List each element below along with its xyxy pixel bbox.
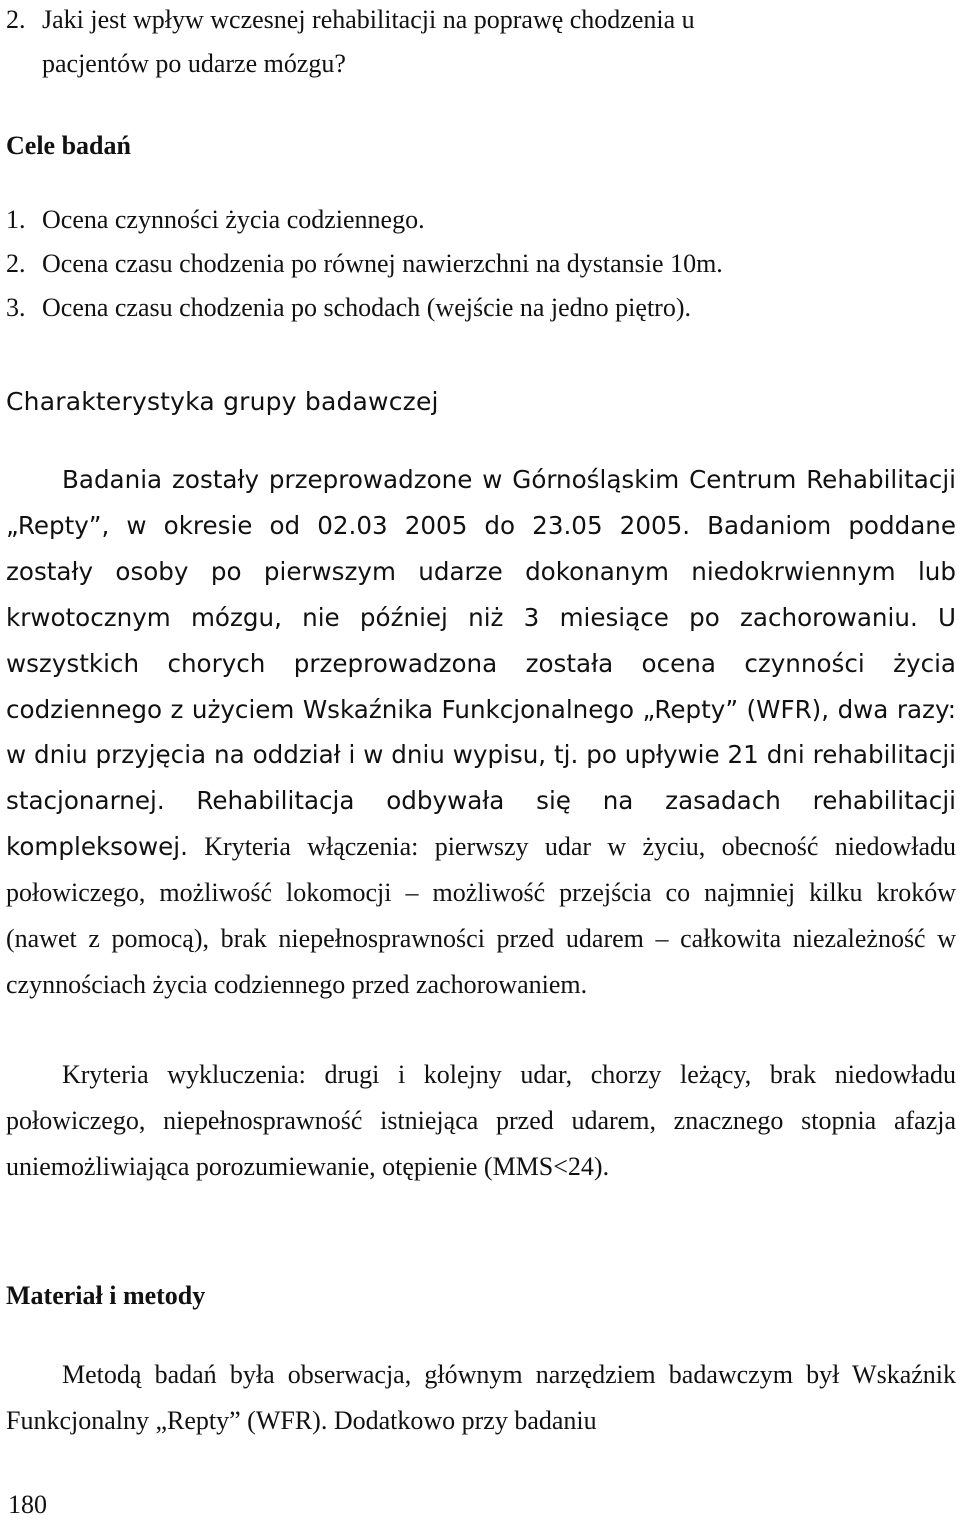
list-number: 2.	[6, 5, 26, 34]
group-heading: Charakterystyka grupy badawczej	[6, 387, 439, 416]
list-number: 3.	[6, 293, 26, 322]
paragraph-text-serif: Kryteria włączenia: pierwszy udar w życiu, obecność niedowładu połowiczego, możliwość lokomocji – możliwość przejścia co najmniej kilku kroków (nawet z pomocą), brak niepełnosprawności przed udarem – całkowita niezależność w czynnościach życia codziennego przed zachorowaniem.	[6, 832, 956, 999]
group-paragraph-1	[6, 457, 956, 1008]
goals-heading: Cele badań	[6, 131, 131, 160]
list-item-text: Ocena czasu chodzenia po schodach (wejście na jedno piętro).	[42, 293, 691, 322]
list-item	[6, 286, 956, 330]
goals-list	[6, 198, 956, 330]
list-item-text: Ocena czasu chodzenia po równej nawierzchni na dystansie 10m.	[42, 249, 723, 278]
question-line-2: pacjentów po udarze mózgu?	[42, 49, 346, 78]
paragraph-text-sans: Badania zostały przeprowadzone w Górnośląskim Centrum Rehabilitacji „Repty”, w okresie od 02.03 2005 do 23.05 2005. Badaniom poddane zostały osoby po pierwszym udarze dokonanym niedokrwiennym lub krwotocznym mózgu, nie później niż 3 miesiące po zachorowaniu. U wszystkich chorych przeprowadzona została ocena czynności życia codziennego z użyciem Wskaźnika Funkcjonalnego „Repty” (WFR), dwa razy: w dniu przyjęcia na oddział i w dniu wypisu, tj. po upływie 21 dni rehabilitacji stacjonarnej. Rehabilitacja odbywała się na zasadach rehabilitacji kompleksowej.	[6, 465, 956, 862]
page-number: 180	[8, 1490, 47, 1519]
list-item	[6, 198, 956, 242]
question-line-1: Jaki jest wpływ wczesnej rehabilitacji na poprawę chodzenia u	[42, 5, 695, 34]
list-number: 1.	[6, 205, 26, 234]
methods-heading: Materiał i metody	[6, 1281, 206, 1310]
methods-paragraph: Metodą badań była obserwacja, głównym narzędziem badawczym był Wskaźnik Funkcjonalny „Repty” (WFR). Dodatkowo przy badaniu	[6, 1360, 956, 1435]
list-number: 2.	[6, 249, 26, 278]
exclusion-paragraph: Kryteria wykluczenia: drugi i kolejny udar, chorzy leżący, brak niedowładu połowiczego, niepełnosprawność istniejąca przed udarem, znacznego stopnia afazja uniemożliwiająca porozumiewanie, otępienie (MMS<24).	[6, 1060, 956, 1181]
research-question-2	[6, 0, 960, 86]
list-item	[6, 242, 956, 286]
list-item-text: Ocena czynności życia codziennego.	[42, 205, 425, 234]
